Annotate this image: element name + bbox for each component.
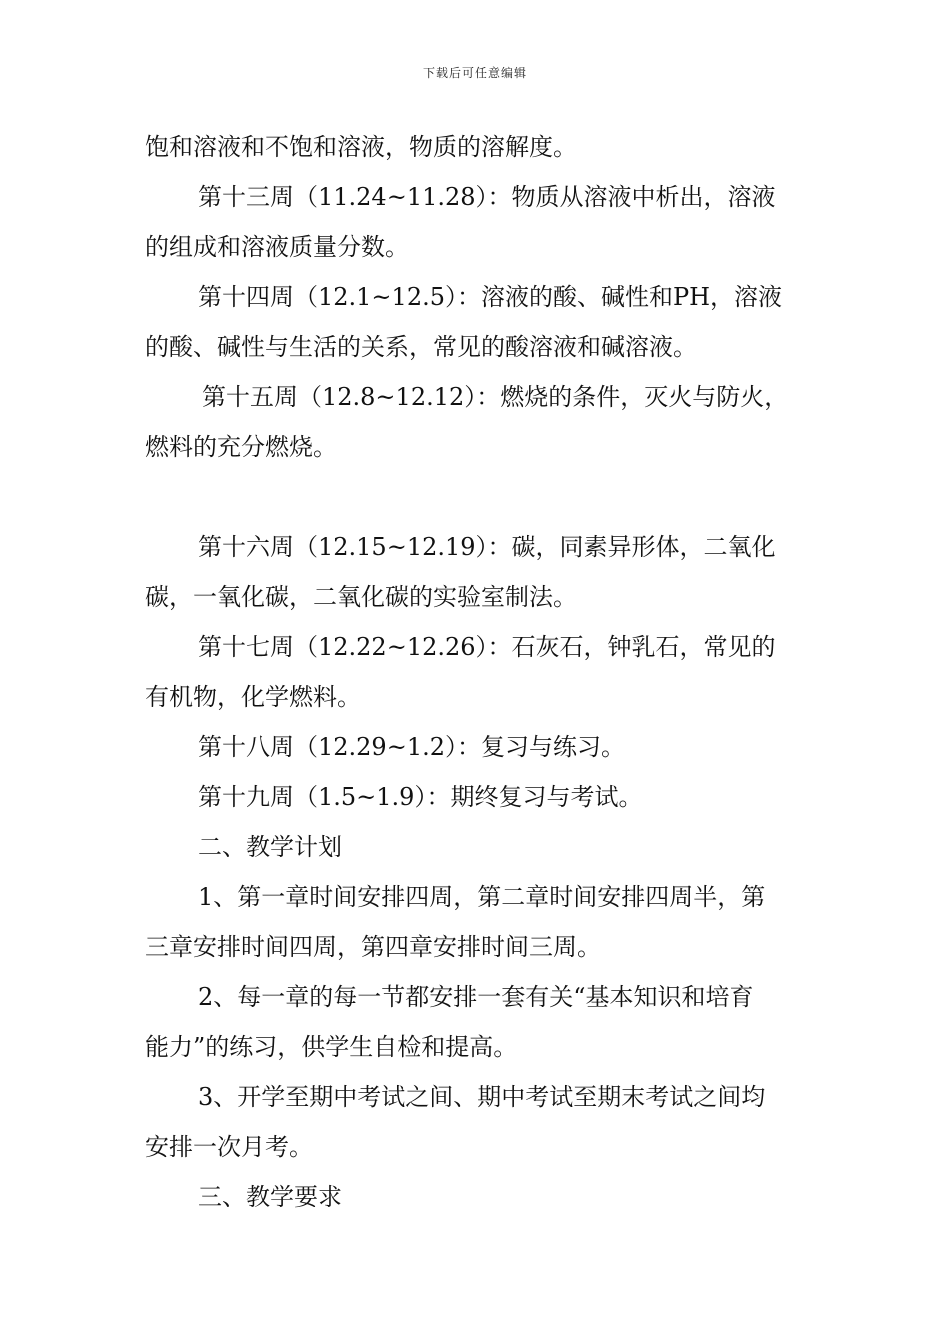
- text-line: 三章安排时间四周，第四章安排时间三周。: [145, 933, 601, 961]
- text-line: 碳，一氧化碳，二氧化碳的实验室制法。: [145, 583, 577, 611]
- paragraph-plan-1: 1、第一章时间安排四周，第二章时间安排四周半，第: [198, 883, 766, 911]
- text-line: 饱和溶液和不饱和溶液，物质的溶解度。: [145, 133, 577, 161]
- document-body: [145, 122, 810, 1222]
- paragraph-plan-3: 3、开学至期中考试之间、期中考试至期末考试之间均: [198, 1083, 766, 1111]
- text-line: 安排一次月考。: [145, 1133, 313, 1161]
- text-line: 能力”的练习，供学生自检和提高。: [145, 1033, 518, 1061]
- paragraph-plan-2: 2、每一章的每一节都安排一套有关“基本知识和培育: [198, 983, 754, 1011]
- paragraph-week-16: 第十六周（12.15~12.19）：碳，同素异形体，二氧化: [198, 533, 776, 561]
- page-header: 下载后可任意编辑: [422, 66, 527, 80]
- paragraph-week-18: 第十八周（12.29~1.2）：复习与练习。: [198, 733, 625, 761]
- text-line: 燃料的充分燃烧。: [145, 433, 337, 461]
- section-heading-teaching-requirements: 三、教学要求: [198, 1183, 342, 1211]
- paragraph-week-17: 第十七周（12.22~12.26）：石灰石，钟乳石，常见的: [198, 633, 776, 661]
- section-heading-teaching-plan: 二、教学计划: [198, 833, 342, 861]
- paragraph-week-13: 第十三周（11.24~11.28）：物质从溶液中析出，溶液: [198, 183, 776, 211]
- paragraph-week-15: 第十五周（12.8~12.12）：燃烧的条件，灭火与防火，: [202, 383, 789, 411]
- text-line: 有机物，化学燃料。: [145, 683, 361, 711]
- paragraph-week-14: 第十四周（12.1~12.5）：溶液的酸、碱性和PH，溶液: [198, 283, 783, 311]
- text-line: 的酸、碱性与生活的关系，常见的酸溶液和碱溶液。: [145, 333, 697, 361]
- blank-gap: [145, 472, 810, 522]
- text-line: 的组成和溶液质量分数。: [145, 233, 409, 261]
- paragraph-week-19: 第十九周（1.5~1.9）：期终复习与考试。: [198, 783, 643, 811]
